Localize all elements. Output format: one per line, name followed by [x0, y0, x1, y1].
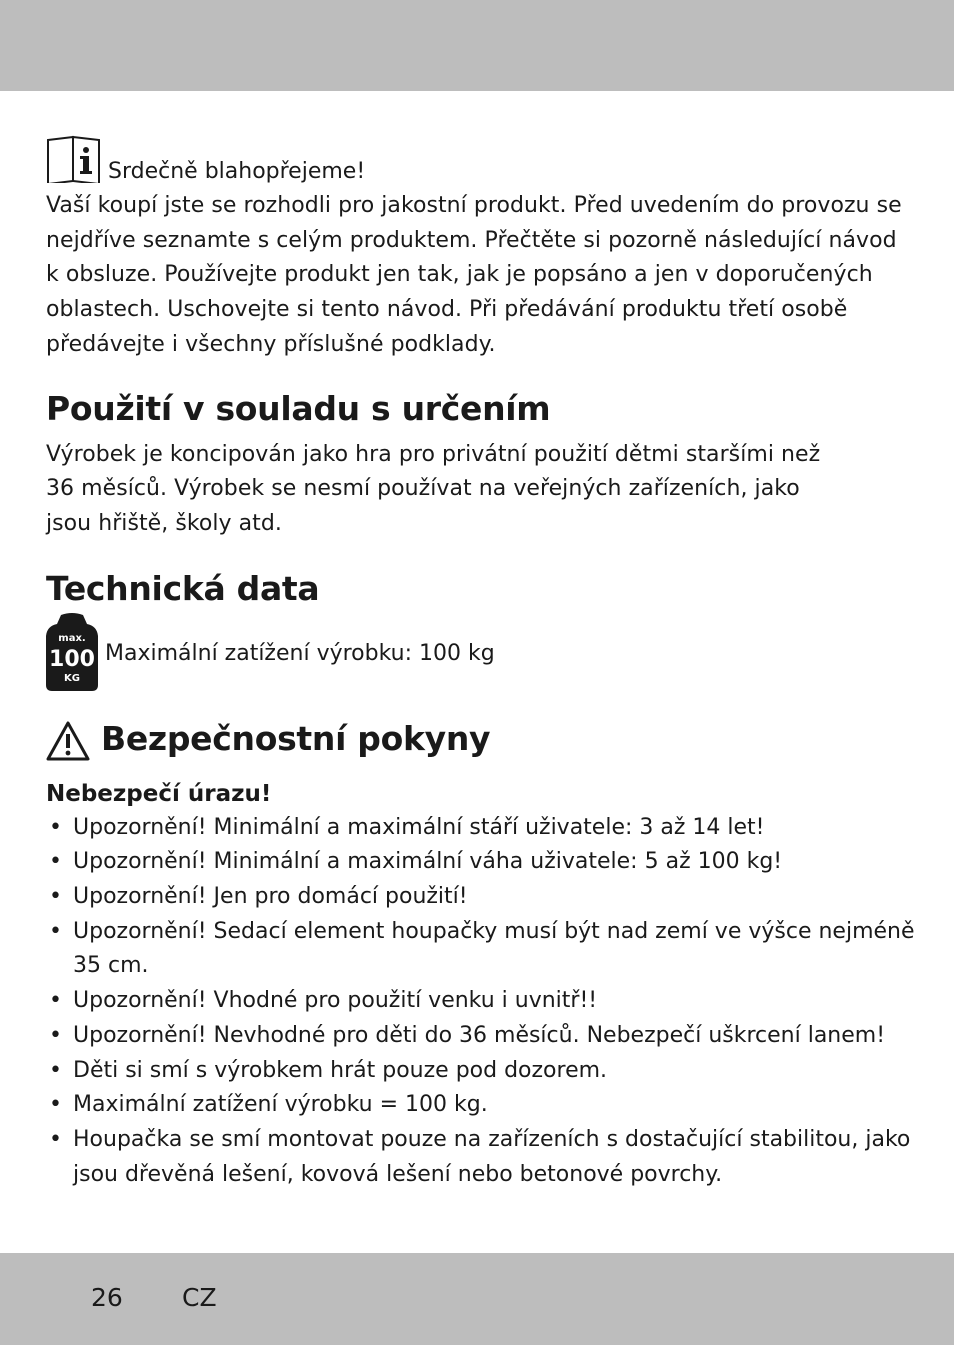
info-book-icon [46, 135, 101, 183]
intro-paragraph: Vaší koupí jste se rozhodli pro jakostní produkt. Před uvedením do provozu se nejdříve seznamte s celým produktem. Přečtěte si pozorně následující návod k obsluze. Používejte produkt jen tak, jak je popsáno a jen v doporučených oblastech. Uschovejte si tento návod. Při předávání produktu třetí osobě předávejte i všechny příslušné podklady. [46, 193, 902, 357]
list-item [46, 811, 916, 846]
list-item-text: Upozornění! Minimální a maximální stáří uživatele: 3 až 14 let! [73, 814, 765, 840]
header-band [0, 0, 954, 91]
list-item-text: Maximální zatížení výrobku = 100 kg. [73, 1092, 488, 1118]
max-load-text: Maximální zatížení výrobku: 100 kg [105, 640, 495, 666]
bullet-marker: • [49, 884, 62, 910]
list-item [46, 1054, 916, 1089]
safety-rules-list [46, 811, 916, 1193]
bullet-marker: • [49, 1057, 62, 1083]
list-item-text: Upozornění! Jen pro domácí použití! [73, 884, 468, 910]
svg-text:KG: KG [64, 672, 80, 684]
safety-heading-row [46, 719, 916, 763]
svg-text:max.: max. [58, 632, 86, 644]
bullet-marker: • [49, 918, 62, 944]
footer-band [0, 1253, 954, 1345]
list-item [46, 1088, 916, 1123]
usage-heading: Použití v souladu s určením [46, 388, 551, 428]
list-item [46, 880, 916, 915]
warning-triangle-icon [46, 721, 90, 761]
injury-danger-subheading: Nebezpečí úrazu! [46, 780, 272, 807]
bullet-marker: • [49, 1092, 62, 1118]
svg-text:100: 100 [49, 646, 95, 672]
bullet-marker: • [49, 1022, 62, 1048]
list-item-text: Upozornění! Nevhodné pro děti do 36 měsíců. Nebezpečí uškrcení lanem! [73, 1022, 886, 1048]
bullet-marker: • [49, 849, 62, 875]
list-item-text: Děti si smí s výrobkem hrát pouze pod dozorem. [73, 1057, 608, 1083]
bullet-marker: • [49, 988, 62, 1014]
safety-heading: Bezpečnostní pokyny [101, 718, 491, 758]
usage-paragraph: Výrobek je koncipován jako hra pro privátní použití dětmi staršími než 36 měsíců. Výrobek se nesmí používat na veřejných zařízeních, jako jsou hřiště, školy atd. [46, 441, 821, 536]
page-number: 26 [91, 1283, 123, 1312]
bullet-marker: • [49, 814, 62, 840]
intro-line [46, 130, 916, 186]
list-item-text: Upozornění! Sedací element houpačky musí být nad zemí ve výšce nejméně 35 cm. [73, 918, 915, 979]
list-item [46, 845, 916, 880]
technical-heading: Technická data [46, 568, 320, 608]
list-item-text: Upozornění! Minimální a maximální váha uživatele: 5 až 100 kg! [73, 849, 783, 875]
greeting-text: Srdečně blahopřejeme! [108, 159, 366, 184]
language-code: CZ [182, 1283, 217, 1312]
technical-row [46, 609, 916, 701]
list-item [46, 984, 916, 1019]
bullet-marker: • [49, 1126, 62, 1152]
list-item [46, 1019, 916, 1054]
list-item [46, 915, 916, 984]
weight-max-icon [45, 612, 99, 691]
list-item [46, 1123, 916, 1192]
page-content [46, 130, 916, 1192]
list-item-text: Houpačka se smí montovat pouze na zařízeních s dostačující stabilitou, jako jsou dřevěná lešení, kovová lešení nebo betonové povrchy. [73, 1126, 911, 1187]
list-item-text: Upozornění! Vhodné pro použití venku i uvnitř!! [73, 988, 598, 1014]
